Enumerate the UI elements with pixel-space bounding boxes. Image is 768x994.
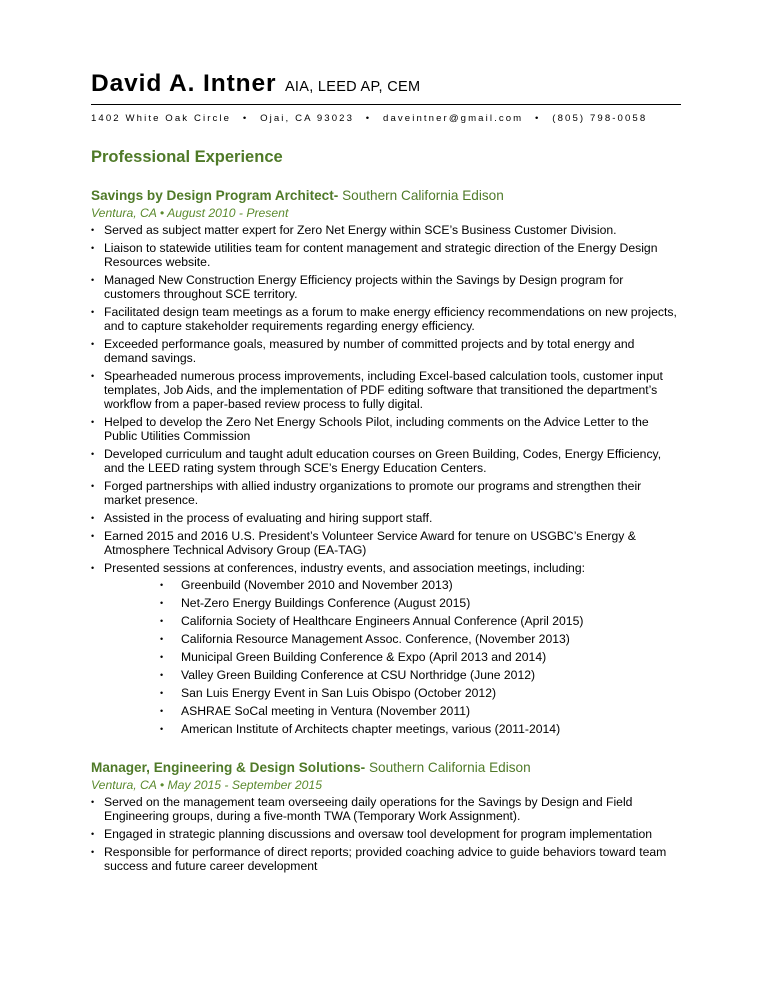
list-item: • Responsible for performance of direct reports; provided coaching advice to guide behaviors toward team success and future career development: [91, 845, 681, 873]
credentials: AIA, LEED AP, CEM: [284, 79, 421, 95]
sub-list-item: • San Luis Energy Event in San Luis Obispo (October 2012): [91, 686, 681, 700]
list-item: • Spearheaded numerous process improvements, including Excel-based calculation tools, customer input templates, Job Aids, and the implementation of PDF editing software that transitioned the department’s workflow from a paper-based review process to fully digital.: [91, 369, 681, 411]
list-item: • Presented sessions at conferences, industry events, and association meetings, including:: [91, 561, 681, 575]
list-item: • Developed curriculum and taught adult education courses on Green Building, Codes, Energy Efficiency, and the LEED rating system through SCE’s Energy Education Centers.: [91, 447, 681, 475]
list-item: • Forged partnerships with allied industry organizations to promote our programs and strengthen their market presence.: [91, 479, 681, 507]
job-company: Southern California Edison: [368, 760, 531, 775]
contact-separator: •: [535, 113, 541, 124]
list-item: • Exceeded performance goals, measured by number of committed projects and by total energy and demand savings.: [91, 337, 681, 365]
job-role: Manager, Engineering & Design Solutions-: [91, 760, 366, 775]
header-divider: [91, 104, 681, 105]
sub-list-item: • ASHRAE SoCal meeting in Ventura (November 2011): [91, 704, 681, 718]
email: daveintner@gmail.com: [383, 113, 524, 124]
list-item: • Assisted in the process of evaluating and hiring support staff.: [91, 511, 681, 525]
list-item: • Earned 2015 and 2016 U.S. President’s Volunteer Service Award for tenure on USGBC’s Energy & Atmosphere Technical Advisory Group (EA-TAG): [91, 529, 681, 557]
list-item: • Facilitated design team meetings as a forum to make energy efficiency recommendations on new projects, and to capture stakeholder requirements regarding energy efficiency.: [91, 305, 681, 333]
list-item: • Helped to develop the Zero Net Energy Schools Pilot, including comments on the Advice Letter to the Public Utilities Commission: [91, 415, 681, 443]
section-title-experience: Professional Experience: [91, 148, 283, 166]
presentation-list: [91, 578, 681, 736]
job-title: [91, 188, 681, 203]
list-item: • Managed New Construction Energy Efficiency projects within the Savings by Design program for customers throughout SCE territory.: [91, 273, 681, 301]
job-role: Savings by Design Program Architect-: [91, 188, 339, 203]
sub-list-item: • Greenbuild (November 2010 and November 2013): [91, 578, 681, 592]
sub-list-item: • Net-Zero Energy Buildings Conference (August 2015): [91, 596, 681, 610]
sub-list-item: • Municipal Green Building Conference & Expo (April 2013 and 2014): [91, 650, 681, 664]
sub-list-item: • California Resource Management Assoc. Conference, (November 2013): [91, 632, 681, 646]
sub-list-item: • American Institute of Architects chapter meetings, various (2011-2014): [91, 722, 681, 736]
candidate-name: David A. Intner: [91, 70, 277, 97]
job-location-dates: Ventura, CA • August 2010 - Present: [91, 206, 289, 220]
sub-list-item: • Valley Green Building Conference at CSU Northridge (June 2012): [91, 668, 681, 682]
list-item: • Liaison to statewide utilities team for content management and strategic direction of the Energy Design Resources website.: [91, 241, 681, 269]
phone: (805) 798-0058: [552, 113, 648, 124]
job-company: Southern California Edison: [342, 188, 504, 203]
job-bullet-list: [91, 223, 681, 575]
list-item: • Engaged in strategic planning discussions and oversaw tool development for program implementation: [91, 827, 681, 841]
contact-line: [91, 113, 681, 124]
job-location-dates: Ventura, CA • May 2015 - September 2015: [91, 778, 322, 792]
city: Ojai, CA 93023: [260, 113, 355, 124]
sub-list-item: • California Society of Healthcare Engineers Annual Conference (April 2015): [91, 614, 681, 628]
name-line: [91, 70, 681, 102]
list-item: • Served as subject matter expert for Zero Net Energy within SCE’s Business Customer Division.: [91, 223, 681, 237]
job-title: [91, 760, 681, 775]
job-bullet-list: [91, 795, 681, 873]
contact-separator: •: [242, 113, 249, 124]
contact-separator: •: [365, 113, 372, 124]
address: 1402 White Oak Circle: [91, 113, 232, 124]
resume-page: [91, 70, 681, 877]
list-item: • Served on the management team overseeing daily operations for the Savings by Design and Field Engineering groups, during a five-month TWA (Temporary Work Assignment).: [91, 795, 681, 823]
